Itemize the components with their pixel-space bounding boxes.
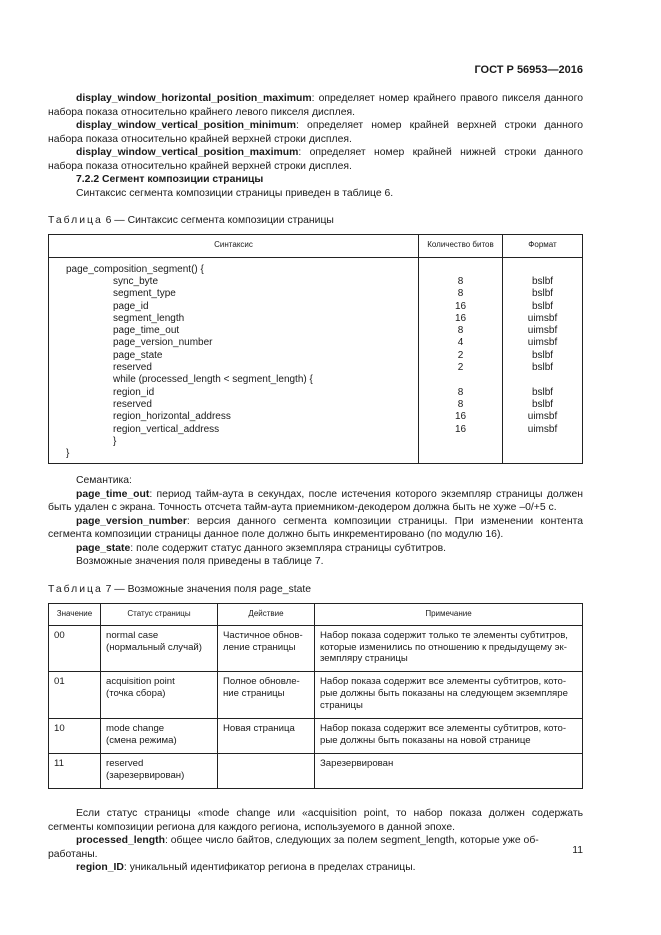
action-cell — [218, 754, 315, 789]
definition-item: display_window_horizontal_position_maximum: определяет номер крайнего правого пикселя данного набора показа относительно крайнего левого пикселя дисплея. — [48, 93, 583, 118]
definition-item: processed_length: общее число байтов, следующих за полем segment_length, которые уже об- работаны. — [48, 835, 539, 860]
bits-cell: 8 — [457, 288, 464, 300]
page-state-table — [48, 603, 583, 790]
col-header-value: Значение — [49, 603, 101, 625]
col-header-bits: Количество битов — [419, 234, 503, 257]
format-cell — [503, 447, 582, 459]
bits-cell: 16 — [454, 423, 467, 435]
page-number: 11 — [572, 845, 583, 856]
table-row — [49, 754, 583, 789]
format-cell: bslbf — [531, 300, 554, 312]
format-cell: bslbf — [531, 275, 554, 287]
note-cell: Набор показа содержит только те элементы субтитров, которые изменились по отношению к предыдущему эк- земпляру страницы — [315, 625, 583, 672]
document-id: ГОСТ Р 56953—2016 — [474, 64, 583, 76]
table-row — [49, 719, 583, 754]
format-cell: bslbf — [531, 362, 554, 374]
table-row — [49, 625, 583, 672]
status-cell: normal case (нормальный случай) — [101, 625, 218, 672]
syntax-line: page_state — [113, 349, 163, 361]
syntax-line: page_composition_segment() { — [66, 263, 204, 275]
syntax-line: while (processed_length < segment_length) { — [113, 374, 313, 386]
syntax-line: page_id — [113, 300, 149, 312]
bits-cell: 8 — [457, 275, 464, 287]
field-definitions — [48, 92, 583, 173]
col-header-note: Примечание — [315, 603, 583, 625]
table-row — [49, 672, 583, 719]
action-cell: Полное обновле- ние страницы — [218, 672, 315, 719]
col-header-syntax: Синтаксис — [49, 234, 419, 257]
section-intro: Синтаксис сегмента композиции страницы приведен в таблице 6. — [76, 187, 394, 199]
format-cell: bslbf — [531, 398, 554, 410]
bottom-definitions — [48, 834, 583, 875]
semantics-item: page_time_out: период тайм-аута в секундах, после истечения которого экземпляр страницы должен быть удален с экрана. Точность отсчета тайм-аута приемником-декодером должна быть не хуже –0/+5 с. — [48, 488, 583, 514]
format-cell: uimsbf — [527, 325, 558, 337]
definition-item: display_window_vertical_position_minimum: определяет номер крайней верхней строки данного набора показа относительно крайней верхней строки дисплея. — [48, 120, 583, 145]
semantics-item: page_version_number: версия данного сегмента композиции страницы. При изменении контента сегмента композиции страницы данное поле должно быть инкрементировано (по модулю 16). — [48, 515, 583, 541]
format-cell: bslbf — [531, 349, 554, 361]
semantics-item: page_state: поле содержит статус данного экземпляра страницы субтитров. — [76, 542, 447, 554]
note-cell: Набор показа содержит все элементы субтитров, кото- рые должны быть показаны на новой странице — [315, 719, 583, 754]
format-cell: uimsbf — [527, 423, 558, 435]
status-cell: acquisition point (точка сбора) — [101, 672, 218, 719]
bits-cell: 4 — [457, 337, 464, 349]
syntax-column — [49, 257, 419, 464]
syntax-line: region_id — [113, 386, 155, 398]
syntax-line: region_horizontal_address — [113, 411, 231, 423]
table7-caption: Таблица 7 — Возможные значения поля page_state — [48, 584, 312, 595]
syntax-line: page_time_out — [113, 325, 180, 337]
format-cell: bslbf — [531, 288, 554, 300]
semantics-list — [48, 488, 583, 556]
bits-cell: 2 — [457, 349, 464, 361]
note-cell: Набор показа содержит все элементы субтитров, кото- рые должны быть показаны на следующем экземпляре страницы — [315, 672, 583, 719]
bits-cell — [419, 263, 502, 275]
syntax-line: page_version_number — [113, 337, 213, 349]
mode-change-paragraph: Если статус страницы «mode change или «acquisition point, то набор показа должен содержать сегменты композиции региона для каждого региона, используемого в данной эпохе. — [48, 808, 583, 833]
format-cell — [503, 263, 582, 275]
syntax-line: segment_type — [113, 288, 176, 300]
status-cell: reserved (зарезервирован) — [101, 754, 218, 789]
bits-column — [419, 257, 503, 464]
bits-cell: 8 — [457, 398, 464, 410]
syntax-line: } — [66, 448, 70, 460]
col-header-format: Формат — [503, 234, 583, 257]
bits-cell — [419, 435, 502, 447]
page-content — [48, 92, 583, 875]
bits-cell: 2 — [457, 362, 464, 374]
format-cell: bslbf — [531, 386, 554, 398]
bits-cell: 16 — [454, 300, 467, 312]
definition-item: display_window_vertical_position_maximum: определяет номер крайней нижней строки данного набора показа относительно крайней верхней строки дисплея. — [48, 147, 583, 172]
section-title: 7.2.2 Сегмент композиции страницы — [76, 174, 264, 186]
value-cell: 11 — [49, 754, 101, 789]
value-cell: 01 — [49, 672, 101, 719]
status-cell: mode change (смена режима) — [101, 719, 218, 754]
format-cell: uimsbf — [527, 411, 558, 423]
action-cell: Частичное обнов- ление страницы — [218, 625, 315, 672]
value-cell: 00 — [49, 625, 101, 672]
bits-cell — [419, 447, 502, 459]
col-header-status: Статус страницы — [101, 603, 218, 625]
syntax-table — [48, 234, 583, 465]
note-cell: Зарезервирован — [315, 754, 583, 789]
syntax-line: sync_byte — [113, 275, 159, 287]
format-cell: uimsbf — [527, 312, 558, 324]
syntax-line: } — [113, 435, 117, 447]
action-cell: Новая страница — [218, 719, 315, 754]
format-cell — [503, 435, 582, 447]
syntax-line: region_vertical_address — [113, 423, 220, 435]
semantics-label: Семантика: — [76, 475, 132, 487]
bits-cell: 8 — [457, 386, 464, 398]
bits-cell: 16 — [454, 411, 467, 423]
bits-cell: 16 — [454, 312, 467, 324]
bits-cell: 8 — [457, 325, 464, 337]
syntax-line: reserved — [113, 362, 152, 374]
bits-cell — [419, 373, 502, 385]
format-cell — [503, 373, 582, 385]
format-cell: uimsbf — [527, 337, 558, 349]
value-cell: 10 — [49, 719, 101, 754]
definition-item: region_ID: уникальный идентификатор региона в пределах страницы. — [76, 862, 416, 874]
table6-caption: Таблица 6 — Синтаксис сегмента композиции страницы — [48, 215, 334, 227]
col-header-action: Действие — [218, 603, 315, 625]
format-column — [503, 257, 583, 464]
syntax-line: reserved — [113, 398, 152, 410]
syntax-line: segment_length — [113, 312, 185, 324]
possible-values-text: Возможные значения поля приведены в таблице 7. — [76, 556, 324, 568]
